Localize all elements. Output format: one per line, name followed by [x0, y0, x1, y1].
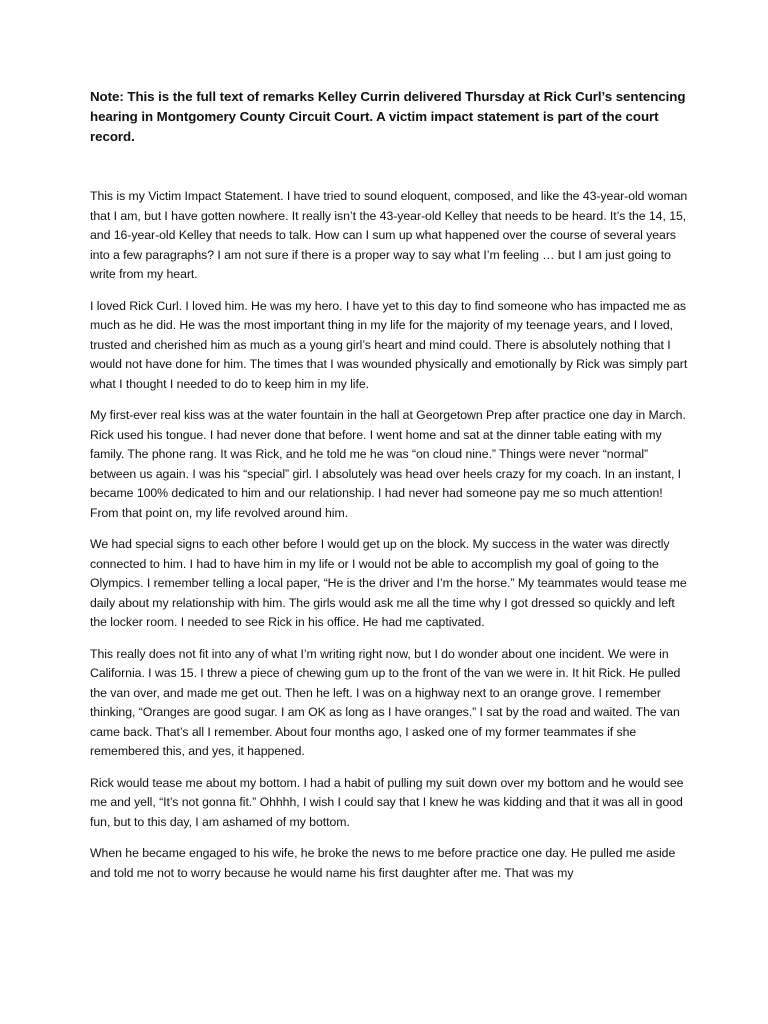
editor-note: Note: This is the full text of remarks Kelley Currin delivered Thursday at Rick Curl’s sentencing hearing in Montgomery County Circuit Court. A victim impact statement is part of the court record.	[90, 89, 686, 144]
paragraph-5: This really does not fit into any of what I’m writing right now, but I do wonder about one incident. We were in California. I was 15. I threw a piece of chewing gum up to the front of the van we were in. It hit Rick. He pulled the van over, and made me get out. Then he left. I was on a highway next to an orange grove. I remember thinking, “Oranges are good sugar. I am OK as long as I have oranges.” I sat by the road and waited. The van came back. That’s all I remember. About four months ago, I asked one of my former teammates if she remembered this, and yes, it happened.	[90, 646, 681, 758]
paragraph-2: I loved Rick Curl. I loved him. He was my hero. I have yet to this day to find someone who has impacted me as much as he did. He was the most important thing in my life for the majority of my teenage years, and I loved, trusted and cherished him as much as a young girl’s heart and mind could. There is absolutely nothing that I would not have done for him. The times that I was wounded physically and emotionally by Rick was simply part what I thought I needed to do to keep him in my life.	[90, 298, 688, 391]
paragraph-4: We had special signs to each other before I would get up on the block. My success in the water was directly connected to him. I had to have him in my life or I would not be able to accomplish my goal of going to the Olympics. I remember telling a local paper, “He is the driver and I’m the horse.” My teammates would tease me daily about my relationship with him. The girls would ask me all the time why I got dressed so quickly and left the locker room. I needed to see Rick in his office. He had me captivated.	[90, 537, 687, 629]
paragraph-1: This is my Victim Impact Statement. I have tried to sound eloquent, composed, and like the 43-year-old woman that I am, but I have gotten nowhere. It really isn’t the 43-year-old Kelley that needs to be heard. It’s the 14, 15, and 16-year-old Kelley that needs to talk. How can I sum up what happened over the course of several years into a few paragraphs? I am not sure if there is a proper way to say what I’m feeling … but I am just going to write from my heart.	[90, 189, 688, 281]
paragraph-3: My first-ever real kiss was at the water fountain in the hall at Georgetown Prep after practice one day in March. Rick used his tongue. I had never done that before. I went home and sat at the dinner table eating with my family. The phone rang. It was Rick, and he told me he was “on cloud nine.” Things were never “normal” between us again. I was his “special” girl. I absolutely was head over heels crazy for my coach. In an instant, I became 100% dedicated to him and our relationship. I had never had someone pay me so much attention! From that point on, my life revolved around him.	[90, 408, 686, 520]
paragraph-6: Rick would tease me about my bottom. I had a habit of pulling my suit down over my bottom and he would see me and yell, “It’s not gonna fit.” Ohhhh, I wish I could say that I knew he was kidding and that it was all in good fun, but to this day, I am ashamed of my bottom.	[90, 775, 684, 829]
statement-body	[90, 187, 690, 895]
paragraph-7: When he became engaged to his wife, he broke the news to me before practice one day. He pulled me aside and told me not to worry because he would name his first daughter after me. That was my	[90, 846, 676, 880]
